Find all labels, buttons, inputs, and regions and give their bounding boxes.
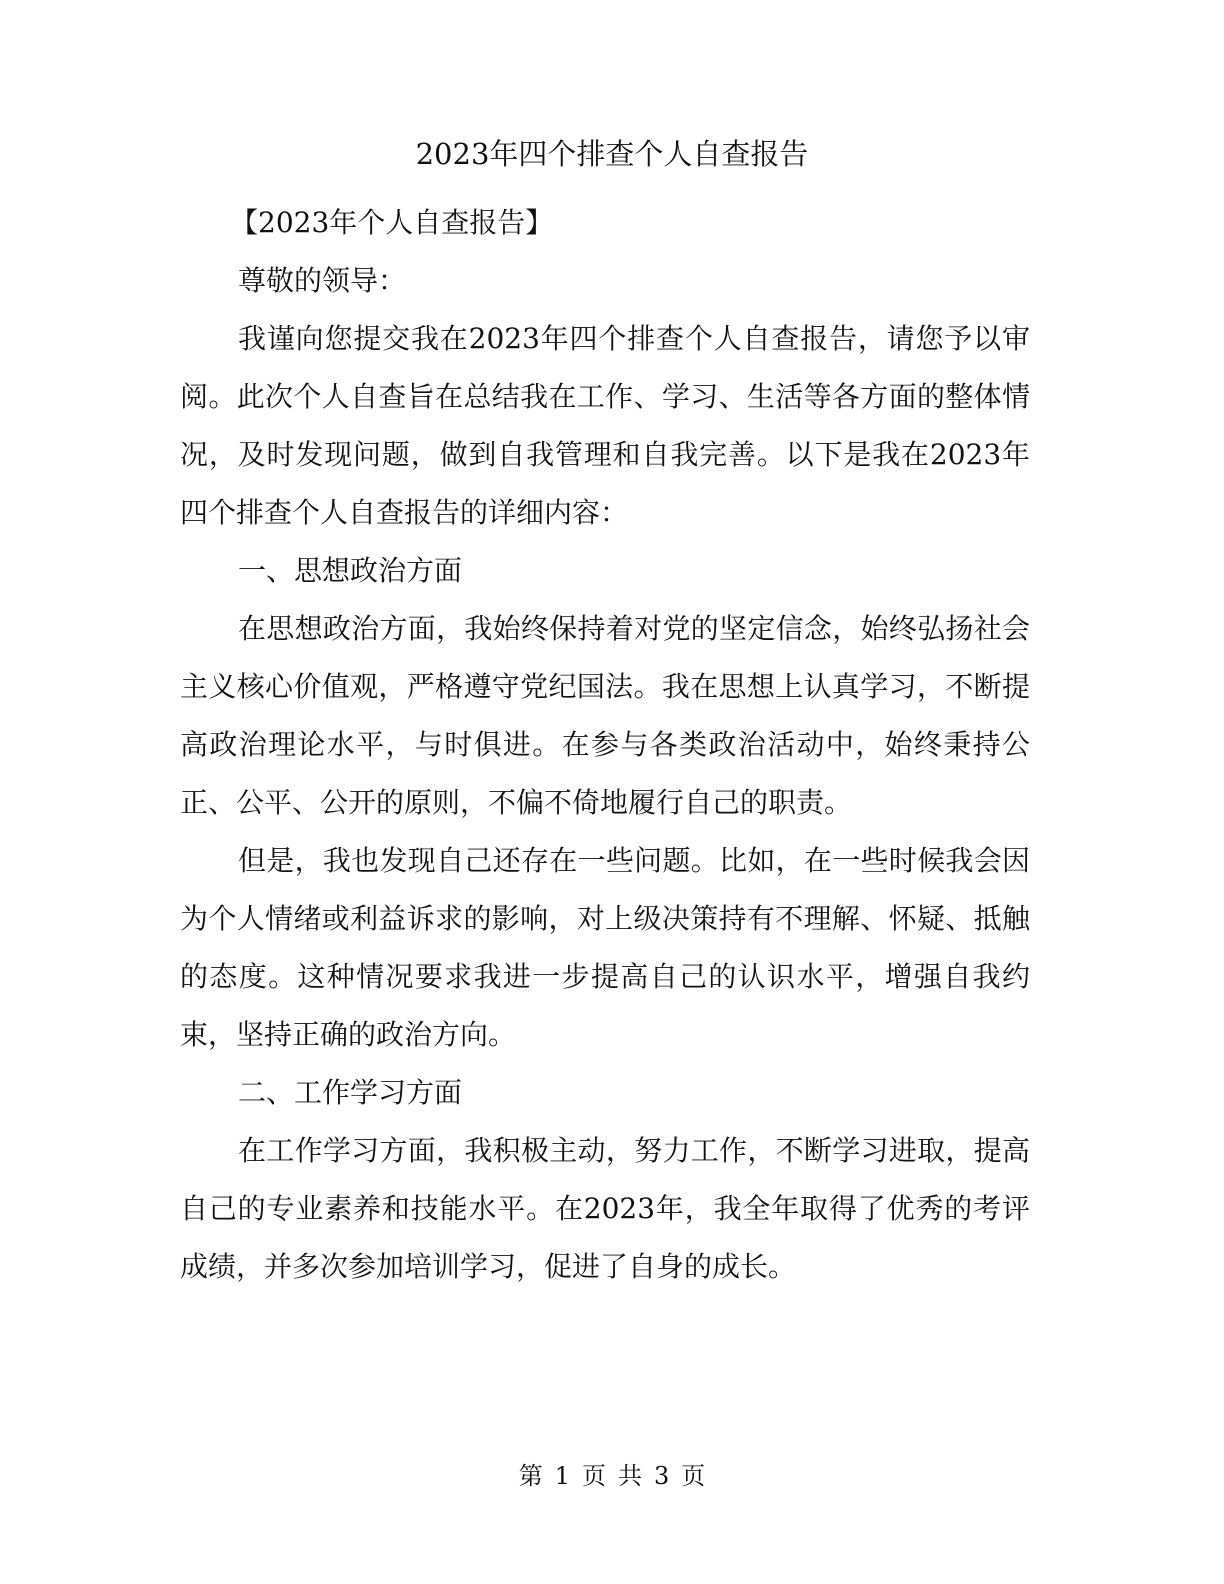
current-page-number: 1	[554, 1462, 570, 1490]
paragraph-political: 在思想政治方面，我始终保持着对党的坚定信念，始终弘扬社会主义核心价值观，严格遵守党纪国法。我在思想上认真学习，不断提高政治理论水平，与时俱进。在参与各类政治活动中，始终秉持公正、公平、公开的原则，不偏不倚地履行自己的职责。	[180, 612, 1030, 819]
page-footer	[0, 1458, 1224, 1494]
report-subtitle: 【2023年个人自查报告】	[230, 206, 554, 239]
paragraph-intro: 我谨向您提交我在2023年四个排查个人自查报告，请您予以审阅。此次个人自查旨在总结我在工作、学习、生活等各方面的整体情况，及时发现问题，做到自我管理和自我完善。以下是我在2023年四个排查个人自查报告的详细内容：	[180, 322, 1030, 529]
document-body	[180, 194, 1030, 1296]
total-pages-number: 3	[654, 1462, 670, 1490]
paragraph-problems: 但是，我也发现自己还存在一些问题。比如，在一些时候我会因为个人情绪或利益诉求的影响，对上级决策持有不理解、怀疑、抵触的态度。这种情况要求我进一步提高自己的认识水平，增强自我约束，坚持正确的政治方向。	[180, 844, 1030, 1051]
document-title: 2023年四个排查个人自查报告	[415, 137, 809, 171]
salutation: 尊敬的领导：	[238, 264, 407, 297]
footer-prefix: 第	[518, 1462, 543, 1490]
footer-total-label: 共	[618, 1462, 642, 1490]
footer-suffix: 页	[681, 1462, 706, 1490]
footer-mid: 页	[582, 1462, 606, 1490]
section-heading-work: 二、工作学习方面	[238, 1076, 463, 1109]
section-heading-political: 一、思想政治方面	[238, 554, 463, 587]
paragraph-work: 在工作学习方面，我积极主动，努力工作，不断学习进取，提高自己的专业素养和技能水平。在2023年，我全年取得了优秀的考评成绩，并多次参加培训学习，促进了自身的成长。	[180, 1134, 1030, 1283]
